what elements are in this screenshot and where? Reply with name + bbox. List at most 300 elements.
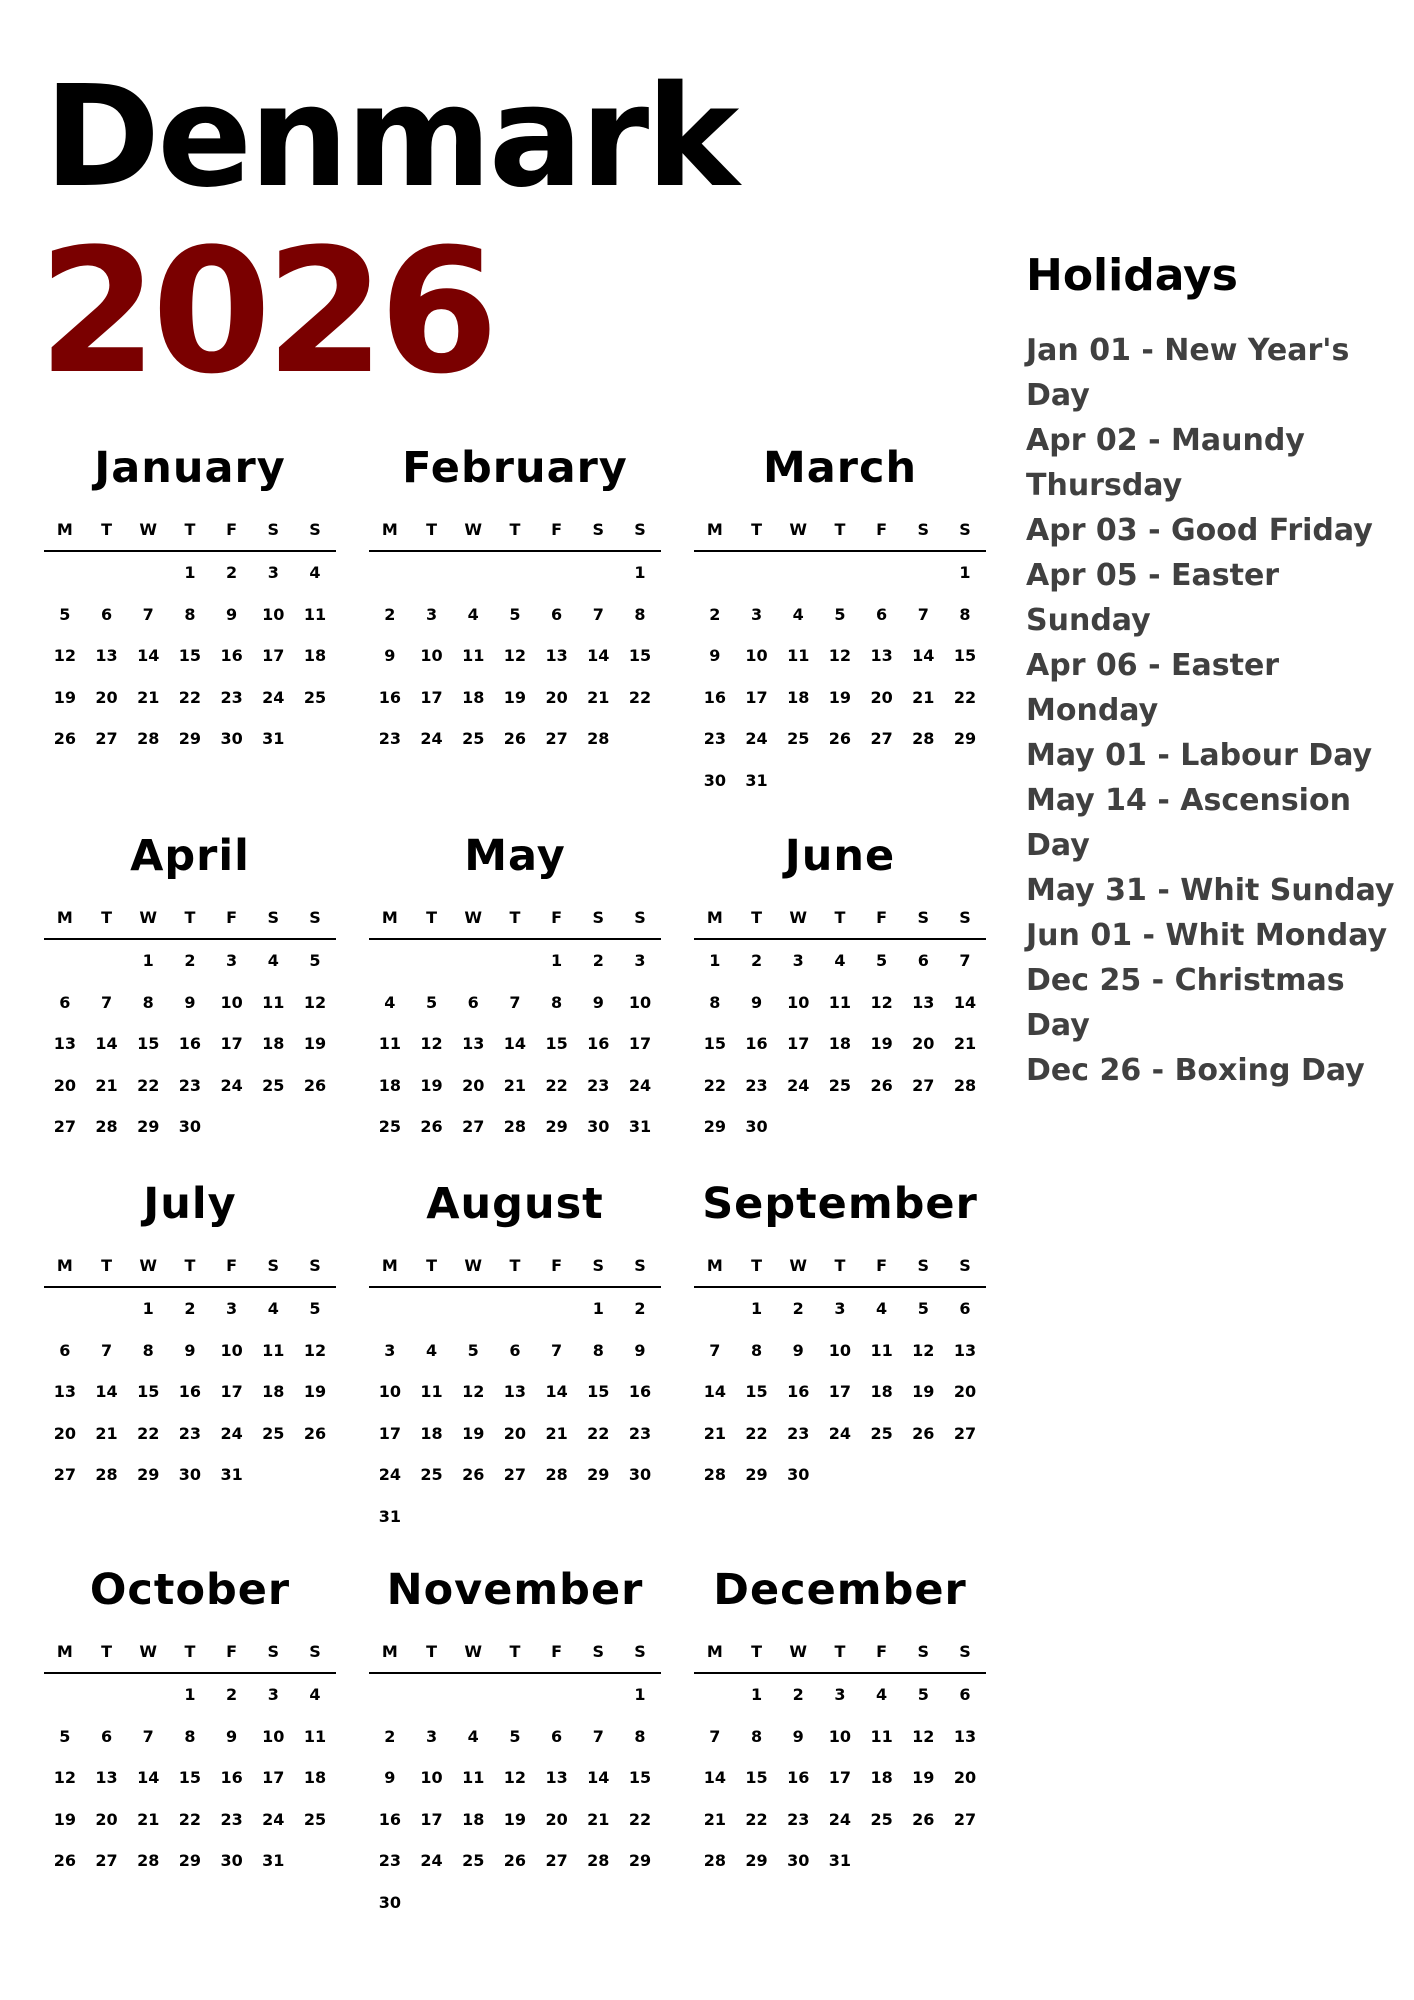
day-cell: 25 bbox=[303, 687, 327, 707]
weekday-label: W bbox=[777, 1246, 819, 1288]
day-cell: 24 bbox=[220, 1075, 243, 1095]
day-cell: 16 bbox=[628, 1382, 652, 1401]
day-cell: 4 bbox=[876, 1299, 888, 1318]
day-cell bbox=[127, 1674, 169, 1716]
day-cell bbox=[252, 1454, 294, 1496]
day-cell: 11 bbox=[870, 1340, 893, 1360]
weekday-label: M bbox=[369, 1246, 411, 1288]
day-cell bbox=[902, 760, 944, 802]
day-cell: 24 bbox=[420, 729, 443, 748]
day-cell: 30 bbox=[587, 1117, 610, 1136]
day-cell: 16 bbox=[787, 1382, 810, 1401]
weekday-label: F bbox=[536, 510, 578, 552]
day-cell: 14 bbox=[95, 1382, 118, 1401]
day-cell: 29 bbox=[745, 1465, 768, 1484]
weekday-label: T bbox=[494, 510, 536, 552]
day-cell: 21 bbox=[703, 1809, 726, 1829]
weekday-label: S bbox=[577, 510, 619, 552]
weekday-label: W bbox=[777, 1632, 819, 1674]
day-cell bbox=[369, 1288, 411, 1330]
day-cell bbox=[44, 1288, 86, 1330]
day-cell: 23 bbox=[745, 1075, 768, 1095]
weekday-label: S bbox=[252, 510, 294, 552]
day-cell bbox=[86, 940, 128, 982]
day-cell bbox=[44, 940, 86, 982]
day-cell: 7 bbox=[709, 1726, 721, 1746]
day-cell: 21 bbox=[95, 1423, 118, 1443]
day-cell: 25 bbox=[303, 1809, 327, 1829]
day-cell: 5 bbox=[59, 1726, 71, 1746]
day-cell: 13 bbox=[953, 1726, 977, 1746]
day-cell: 22 bbox=[953, 687, 977, 707]
day-cell: 13 bbox=[462, 1034, 485, 1053]
day-cell: 1 bbox=[634, 1685, 646, 1704]
day-cell: 2 bbox=[750, 951, 763, 970]
day-cell: 5 bbox=[509, 604, 521, 624]
day-cell: 17 bbox=[828, 1768, 852, 1787]
day-cell bbox=[861, 1454, 903, 1496]
month-july bbox=[44, 1176, 336, 1496]
day-cell: 11 bbox=[303, 604, 327, 624]
day-cell: 27 bbox=[503, 1465, 527, 1484]
day-cell bbox=[494, 1288, 536, 1330]
day-cell: 2 bbox=[792, 1685, 804, 1704]
calendar-year: 2026 bbox=[38, 211, 493, 412]
day-cell: 10 bbox=[420, 646, 443, 665]
day-cell: 3 bbox=[425, 1726, 438, 1746]
day-cell: 9 bbox=[184, 992, 196, 1012]
day-cell: 18 bbox=[462, 1809, 485, 1829]
day-cell: 3 bbox=[267, 1685, 279, 1704]
day-cell: 1 bbox=[750, 1299, 763, 1318]
day-cell: 29 bbox=[628, 1851, 652, 1870]
day-cell: 3 bbox=[267, 563, 279, 582]
weekday-label: F bbox=[211, 1246, 253, 1288]
day-cell: 17 bbox=[262, 646, 285, 665]
weekday-label: S bbox=[294, 898, 336, 940]
month-december bbox=[694, 1562, 986, 1882]
weekday-label: T bbox=[411, 1632, 453, 1674]
day-cell: 23 bbox=[178, 1075, 202, 1095]
month-april bbox=[44, 828, 336, 1148]
day-cell: 20 bbox=[545, 1809, 568, 1829]
day-cell: 28 bbox=[953, 1075, 977, 1095]
day-cell: 30 bbox=[378, 1892, 401, 1912]
day-cell: 22 bbox=[178, 1809, 202, 1829]
day-cell: 3 bbox=[834, 1685, 846, 1704]
day-cell: 13 bbox=[912, 992, 935, 1012]
day-cell: 18 bbox=[303, 646, 327, 665]
holiday-item: Dec 26 - Boxing Day bbox=[1026, 1053, 1365, 1089]
day-cell: 23 bbox=[378, 729, 401, 748]
day-cell: 16 bbox=[703, 687, 726, 707]
day-cell: 5 bbox=[917, 1299, 929, 1318]
day-cell: 18 bbox=[262, 1034, 285, 1053]
weekday-label: F bbox=[211, 510, 253, 552]
month-november bbox=[369, 1562, 661, 1923]
month-name: December bbox=[713, 1565, 967, 1615]
day-cell: 9 bbox=[750, 992, 763, 1012]
day-cell: 30 bbox=[178, 1465, 202, 1484]
day-cell: 16 bbox=[745, 1034, 768, 1053]
day-cell: 6 bbox=[509, 1340, 521, 1360]
day-cell bbox=[86, 1674, 128, 1716]
day-cell: 25 bbox=[828, 1075, 852, 1095]
weekday-label: S bbox=[619, 898, 661, 940]
day-cell bbox=[694, 552, 736, 594]
day-cell: 4 bbox=[792, 604, 804, 624]
day-cell: 15 bbox=[178, 646, 202, 665]
weekday-label: T bbox=[736, 898, 778, 940]
day-cell: 14 bbox=[703, 1382, 726, 1401]
day-cell bbox=[902, 1106, 944, 1148]
day-cell: 25 bbox=[262, 1075, 285, 1095]
day-cell bbox=[777, 1106, 819, 1148]
day-cell: 10 bbox=[420, 1768, 443, 1787]
day-cell bbox=[536, 1882, 578, 1924]
month-name: January bbox=[94, 443, 286, 493]
day-cell: 17 bbox=[378, 1423, 401, 1443]
day-cell: 23 bbox=[378, 1851, 401, 1870]
day-cell: 24 bbox=[378, 1465, 401, 1484]
weekday-label: T bbox=[736, 1632, 778, 1674]
day-cell: 26 bbox=[53, 729, 76, 748]
day-cell: 20 bbox=[53, 1423, 76, 1443]
weekday-label: S bbox=[944, 898, 986, 940]
day-cell: 28 bbox=[137, 1851, 160, 1870]
day-cell bbox=[736, 552, 778, 594]
weekday-label: M bbox=[694, 898, 736, 940]
day-cell: 18 bbox=[828, 1034, 852, 1053]
day-cell: 27 bbox=[53, 1117, 76, 1136]
day-cell: 1 bbox=[592, 1299, 604, 1318]
day-cell: 13 bbox=[53, 1382, 76, 1401]
day-cell bbox=[902, 1454, 944, 1496]
day-cell: 8 bbox=[634, 604, 646, 624]
day-cell: 9 bbox=[634, 1340, 646, 1360]
weekday-label: M bbox=[369, 898, 411, 940]
weekday-label: W bbox=[777, 898, 819, 940]
day-cell bbox=[536, 1496, 578, 1538]
day-cell: 26 bbox=[420, 1117, 443, 1136]
day-cell bbox=[411, 940, 453, 982]
day-cell: 29 bbox=[178, 729, 202, 748]
weekday-label: S bbox=[944, 510, 986, 552]
day-cell: 27 bbox=[95, 729, 118, 748]
holiday-item: Apr 05 - Easter Sunday bbox=[1026, 558, 1280, 639]
weekday-label: T bbox=[736, 1246, 778, 1288]
day-cell: 24 bbox=[745, 729, 768, 748]
day-cell: 1 bbox=[142, 951, 154, 970]
day-cell: 21 bbox=[703, 1423, 726, 1443]
day-grid bbox=[694, 510, 986, 801]
day-cell: 21 bbox=[545, 1423, 568, 1443]
day-cell: 24 bbox=[787, 1075, 810, 1095]
weekday-label: T bbox=[819, 1632, 861, 1674]
day-cell: 18 bbox=[262, 1382, 285, 1401]
day-cell: 12 bbox=[912, 1726, 935, 1746]
weekday-label: S bbox=[577, 1246, 619, 1288]
day-cell: 23 bbox=[787, 1809, 810, 1829]
day-cell: 7 bbox=[917, 604, 929, 624]
day-cell: 25 bbox=[787, 729, 810, 748]
day-cell: 19 bbox=[53, 687, 76, 707]
day-cell: 12 bbox=[462, 1382, 485, 1401]
day-cell: 1 bbox=[551, 951, 563, 970]
day-cell: 22 bbox=[745, 1809, 768, 1829]
weekday-label: F bbox=[536, 1632, 578, 1674]
day-cell: 29 bbox=[137, 1117, 160, 1136]
day-cell bbox=[861, 760, 903, 802]
month-august bbox=[369, 1176, 661, 1537]
day-cell: 16 bbox=[178, 1382, 202, 1401]
day-cell: 9 bbox=[592, 992, 604, 1012]
day-cell bbox=[944, 1840, 986, 1882]
day-cell: 10 bbox=[787, 992, 810, 1012]
day-cell: 27 bbox=[953, 1423, 977, 1443]
day-cell: 11 bbox=[462, 646, 485, 665]
day-grid bbox=[369, 510, 661, 760]
day-cell: 28 bbox=[912, 729, 935, 748]
day-cell: 31 bbox=[628, 1117, 652, 1136]
month-name: July bbox=[143, 1179, 237, 1229]
day-cell: 26 bbox=[303, 1423, 327, 1443]
day-cell: 3 bbox=[226, 1299, 238, 1318]
weekday-label: S bbox=[944, 1632, 986, 1674]
weekday-label: T bbox=[819, 1246, 861, 1288]
day-cell: 16 bbox=[378, 687, 401, 707]
day-cell: 25 bbox=[870, 1809, 893, 1829]
day-cell: 2 bbox=[384, 1726, 396, 1746]
month-february bbox=[369, 440, 661, 760]
day-cell bbox=[411, 1288, 453, 1330]
weekday-label: T bbox=[411, 898, 453, 940]
day-cell: 22 bbox=[137, 1423, 160, 1443]
day-cell: 24 bbox=[828, 1423, 852, 1443]
day-cell: 1 bbox=[142, 1299, 154, 1318]
day-cell: 4 bbox=[425, 1340, 438, 1360]
weekday-label: T bbox=[169, 1246, 211, 1288]
day-cell: 1 bbox=[184, 1685, 196, 1704]
day-cell: 2 bbox=[634, 1299, 646, 1318]
day-cell: 5 bbox=[509, 1726, 521, 1746]
day-cell: 19 bbox=[303, 1382, 327, 1401]
month-october bbox=[44, 1562, 336, 1882]
day-cell: 16 bbox=[220, 646, 243, 665]
holiday-item: May 31 - Whit Sunday bbox=[1026, 873, 1395, 909]
day-cell: 29 bbox=[178, 1851, 202, 1870]
day-cell bbox=[411, 1674, 453, 1716]
weekday-label: S bbox=[294, 1246, 336, 1288]
day-cell: 8 bbox=[750, 1340, 763, 1360]
day-cell: 8 bbox=[750, 1726, 763, 1746]
day-cell: 13 bbox=[953, 1340, 977, 1360]
day-cell: 16 bbox=[787, 1768, 810, 1787]
day-cell: 2 bbox=[226, 563, 238, 582]
day-cell: 16 bbox=[378, 1809, 401, 1829]
day-cell: 27 bbox=[912, 1075, 935, 1095]
day-cell: 26 bbox=[912, 1423, 935, 1443]
weekday-label: T bbox=[819, 510, 861, 552]
day-cell bbox=[294, 1106, 336, 1148]
day-cell bbox=[44, 1674, 86, 1716]
day-cell: 14 bbox=[953, 992, 977, 1012]
day-cell: 16 bbox=[220, 1768, 243, 1787]
weekday-label: T bbox=[169, 898, 211, 940]
day-cell: 25 bbox=[870, 1423, 893, 1443]
day-cell: 21 bbox=[137, 1809, 160, 1829]
day-cell: 10 bbox=[220, 992, 243, 1012]
day-cell: 20 bbox=[95, 1809, 118, 1829]
day-cell: 15 bbox=[587, 1382, 610, 1401]
holidays-panel bbox=[1026, 252, 1396, 1093]
day-cell bbox=[944, 760, 986, 802]
day-cell bbox=[86, 1288, 128, 1330]
day-cell: 3 bbox=[834, 1299, 846, 1318]
weekday-label: M bbox=[44, 1246, 86, 1288]
day-cell: 4 bbox=[309, 563, 321, 582]
day-cell: 27 bbox=[462, 1117, 485, 1136]
day-cell: 8 bbox=[959, 604, 971, 624]
holiday-item: May 01 - Labour Day bbox=[1026, 738, 1373, 774]
day-cell: 12 bbox=[503, 1768, 527, 1787]
holiday-item: Apr 06 - Easter Monday bbox=[1026, 648, 1280, 729]
day-cell: 20 bbox=[503, 1423, 527, 1443]
weekday-label: F bbox=[861, 898, 903, 940]
day-cell: 30 bbox=[220, 1851, 243, 1870]
day-cell: 8 bbox=[184, 1726, 196, 1746]
day-cell: 9 bbox=[792, 1726, 804, 1746]
weekday-label: M bbox=[369, 510, 411, 552]
weekday-label: T bbox=[86, 510, 128, 552]
day-cell: 19 bbox=[503, 687, 527, 707]
day-cell: 18 bbox=[870, 1382, 893, 1401]
day-cell: 18 bbox=[378, 1075, 401, 1095]
day-cell: 7 bbox=[709, 1340, 721, 1360]
day-cell: 30 bbox=[745, 1117, 768, 1136]
day-cell: 7 bbox=[551, 1340, 563, 1360]
day-cell: 11 bbox=[462, 1768, 485, 1787]
holidays-title: Holidays bbox=[1026, 250, 1238, 301]
weekday-label: T bbox=[86, 898, 128, 940]
day-cell: 18 bbox=[787, 687, 810, 707]
day-cell: 13 bbox=[545, 646, 568, 665]
day-cell bbox=[536, 1674, 578, 1716]
day-cell: 30 bbox=[628, 1465, 652, 1484]
holiday-list bbox=[1026, 328, 1396, 1093]
day-cell: 28 bbox=[95, 1465, 118, 1484]
day-cell: 23 bbox=[178, 1423, 202, 1443]
day-cell: 13 bbox=[870, 646, 893, 665]
day-cell: 28 bbox=[587, 1851, 610, 1870]
weekday-label: W bbox=[127, 898, 169, 940]
day-cell: 9 bbox=[226, 604, 238, 624]
day-cell bbox=[777, 552, 819, 594]
weekday-label: F bbox=[536, 1246, 578, 1288]
day-cell: 8 bbox=[709, 992, 721, 1012]
day-cell: 23 bbox=[703, 729, 726, 748]
weekday-label: M bbox=[694, 1246, 736, 1288]
weekday-label: T bbox=[494, 1632, 536, 1674]
weekday-label: W bbox=[452, 898, 494, 940]
weekday-label: F bbox=[861, 1246, 903, 1288]
day-cell: 27 bbox=[545, 1851, 568, 1870]
weekday-label: T bbox=[819, 898, 861, 940]
day-cell: 15 bbox=[178, 1768, 202, 1787]
weekday-label: S bbox=[252, 1632, 294, 1674]
day-cell: 29 bbox=[703, 1117, 726, 1136]
day-cell: 1 bbox=[750, 1685, 763, 1704]
day-cell: 31 bbox=[378, 1506, 401, 1526]
day-cell: 15 bbox=[703, 1034, 726, 1053]
day-cell: 8 bbox=[551, 992, 563, 1012]
day-cell bbox=[252, 1106, 294, 1148]
day-cell: 22 bbox=[178, 687, 202, 707]
day-cell: 28 bbox=[137, 729, 160, 748]
day-cell: 3 bbox=[634, 951, 646, 970]
day-cell bbox=[619, 1496, 661, 1538]
day-cell: 17 bbox=[828, 1382, 852, 1401]
day-cell bbox=[619, 718, 661, 760]
weekday-label: S bbox=[619, 1246, 661, 1288]
day-cell: 1 bbox=[634, 563, 646, 582]
day-cell: 22 bbox=[137, 1075, 160, 1095]
calendar-country-title: Denmark bbox=[44, 56, 737, 219]
weekday-label: W bbox=[777, 510, 819, 552]
day-grid bbox=[694, 1632, 986, 1882]
day-cell bbox=[452, 940, 494, 982]
day-cell: 17 bbox=[787, 1034, 810, 1053]
day-cell: 2 bbox=[184, 1299, 196, 1318]
day-cell: 4 bbox=[467, 604, 479, 624]
day-cell: 4 bbox=[834, 951, 846, 970]
day-cell bbox=[411, 1882, 453, 1924]
day-cell: 9 bbox=[792, 1340, 804, 1360]
day-cell: 19 bbox=[420, 1075, 443, 1095]
day-cell: 6 bbox=[959, 1685, 971, 1704]
day-cell: 21 bbox=[912, 687, 935, 707]
day-cell: 24 bbox=[220, 1423, 243, 1443]
day-cell: 22 bbox=[545, 1075, 568, 1095]
day-cell: 14 bbox=[587, 1768, 610, 1787]
day-cell bbox=[536, 552, 578, 594]
weekday-label: S bbox=[252, 1246, 294, 1288]
day-cell: 15 bbox=[628, 646, 652, 665]
day-cell bbox=[577, 1674, 619, 1716]
day-cell: 30 bbox=[787, 1465, 810, 1484]
day-cell: 24 bbox=[828, 1809, 852, 1829]
day-cell bbox=[902, 1840, 944, 1882]
day-cell: 22 bbox=[745, 1423, 768, 1443]
day-cell bbox=[294, 718, 336, 760]
day-cell: 9 bbox=[226, 1726, 238, 1746]
day-cell bbox=[944, 1106, 986, 1148]
day-cell: 1 bbox=[709, 951, 721, 970]
day-cell: 7 bbox=[142, 1726, 154, 1746]
day-cell: 22 bbox=[703, 1075, 726, 1095]
day-cell: 10 bbox=[828, 1340, 852, 1360]
day-cell bbox=[294, 1454, 336, 1496]
day-cell: 21 bbox=[587, 687, 610, 707]
day-cell bbox=[127, 552, 169, 594]
day-cell: 5 bbox=[59, 604, 71, 624]
day-cell: 16 bbox=[587, 1034, 610, 1053]
day-cell: 11 bbox=[262, 992, 285, 1012]
day-cell: 8 bbox=[184, 604, 196, 624]
day-cell: 4 bbox=[876, 1685, 888, 1704]
day-cell bbox=[694, 1674, 736, 1716]
day-cell: 26 bbox=[462, 1465, 485, 1484]
